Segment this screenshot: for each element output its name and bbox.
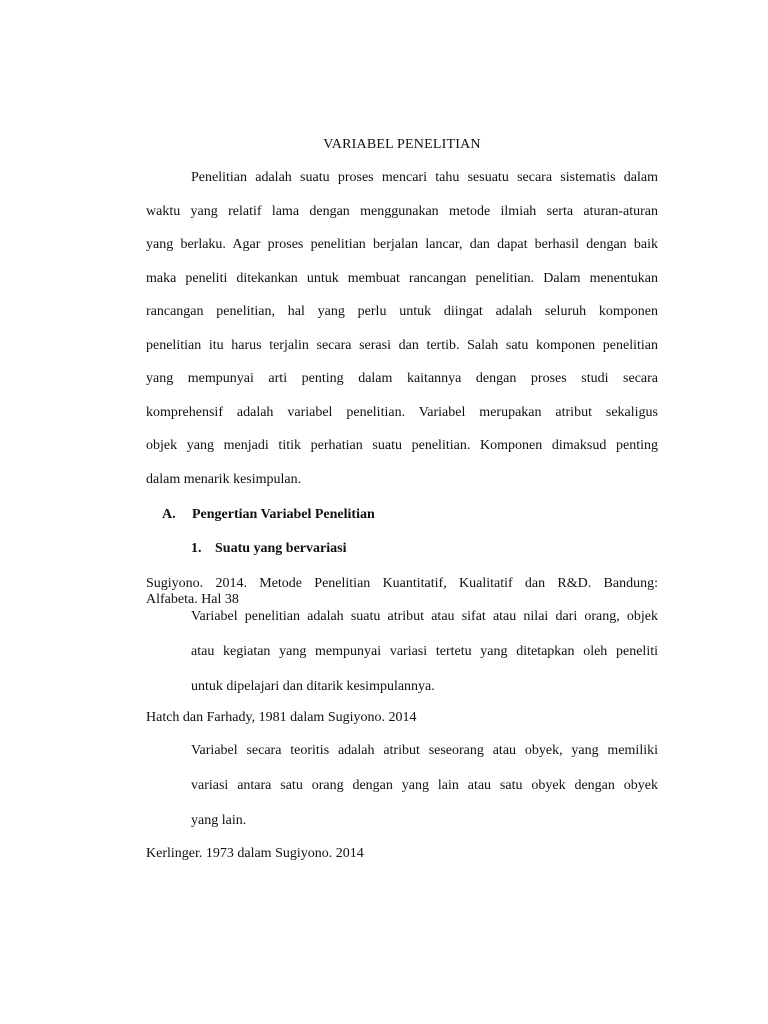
intro-line: waktu yang relatif lama dengan menggunakan metode ilmiah serta aturan-aturan: [146, 203, 658, 219]
section-a-marker: A.: [162, 507, 176, 522]
intro-line: dalam menarik kesimpulan.: [146, 471, 302, 487]
citation-line: Sugiyono. 2014. Metode Penelitian Kuantitatif, Kualitatif dan R&D. Bandung:: [146, 576, 658, 591]
section-a-title: Pengertian Variabel Penelitian: [192, 507, 375, 522]
quote-line: atau kegiatan yang mempunyai variasi tertetu yang ditetapkan oleh peneliti: [191, 644, 658, 659]
page-title: VARIABEL PENELITIAN: [323, 137, 481, 152]
intro-line: maka peneliti ditekankan untuk membuat rancangan penelitian. Dalam menentukan: [146, 270, 658, 286]
source-hatch-farhady: Hatch dan Farhady, 1981 dalam Sugiyono. 2014: [146, 710, 417, 725]
subsection-1-title: Suatu yang bervariasi: [215, 541, 347, 556]
intro-line: penelitian itu harus terjalin secara serasi dan tertib. Salah satu komponen penelitian: [146, 337, 658, 353]
intro-line: yang berlaku. Agar proses penelitian berjalan lancar, dan dapat berhasil dengan baik: [146, 237, 658, 252]
subsection-1-heading: [191, 541, 346, 557]
quote-line: yang lain.: [191, 813, 247, 828]
quote-1: [191, 608, 658, 713]
quote-line: untuk dipelajari dan ditarik kesimpulannya.: [191, 679, 435, 694]
citation-line: Alfabeta. Hal 38: [146, 592, 239, 607]
quote-line: variasi antara satu orang dengan yang lain atau satu obyek dengan obyek: [191, 778, 658, 793]
intro-line: komprehensif adalah variabel penelitian. Variabel merupakan atribut sekaligus: [146, 404, 658, 420]
citation-sugiyono: [146, 576, 658, 608]
intro-line: yang mempunyai arti penting dalam kaitannya dengan proses studi secara: [146, 371, 658, 386]
quote-2: [191, 742, 658, 847]
intro-line: Penelitian adalah suatu proses mencari tahu sesuatu secara sistematis dalam: [191, 170, 658, 185]
quote-line: Variabel penelitian adalah suatu atribut atau sifat atau nilai dari orang, objek: [191, 609, 658, 624]
quote-line: Variabel secara teoritis adalah atribut seseorang atau obyek, yang memiliki: [191, 743, 658, 758]
intro-line: rancangan penelitian, hal yang perlu untuk diingat adalah seluruh komponen: [146, 304, 658, 319]
subsection-1-marker: 1.: [191, 541, 202, 556]
source-kerlinger: Kerlinger. 1973 dalam Sugiyono. 2014: [146, 846, 364, 861]
intro-line: objek yang menjadi titik perhatian suatu penelitian. Komponen dimaksud penting: [146, 438, 658, 453]
section-a-heading: [162, 507, 375, 523]
intro-paragraph: [146, 169, 658, 504]
